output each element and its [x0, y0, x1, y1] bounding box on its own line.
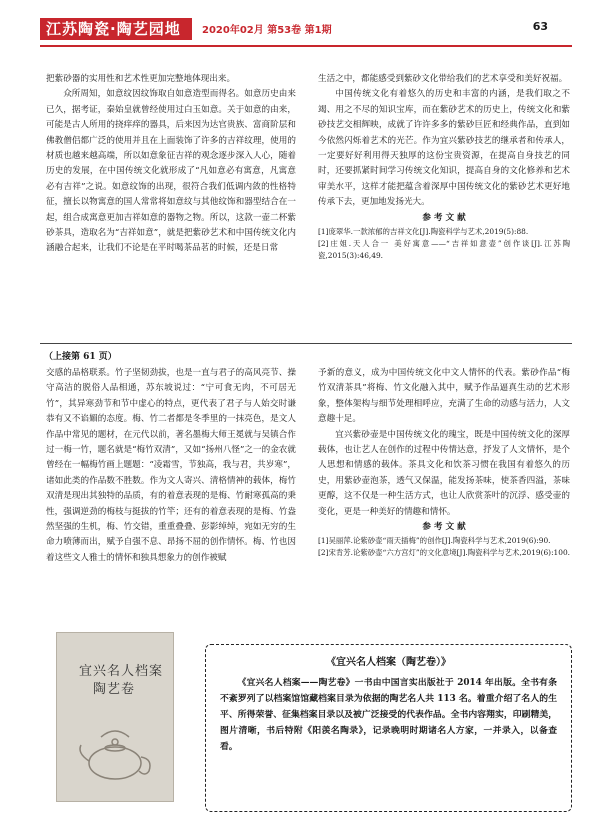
- page-number: 63: [532, 20, 548, 33]
- paragraph: 予新的意义，成为中国传统文化中文人情怀的代表。紫砂作品“梅竹双清茶具”将梅、竹文化融入其中，赋予作品逼真生动的艺术形象，整体架构与细节处理相呼应，充满了生命的动感与活力，人文意趣十足。: [318, 368, 570, 425]
- issue-info: 2020年02月 第53卷 第1期: [202, 25, 332, 36]
- continuation-note: （上接第 61 页）: [44, 352, 117, 362]
- book-info-box: [205, 644, 572, 812]
- references-heading: 参 考 文 献: [422, 522, 466, 533]
- reference-item: [1]吴丽萍.论紫砂壶“雨天插梅”的创作[J].陶瓷科学与艺术,2019(6):90.: [318, 536, 551, 546]
- book-cover-image: [56, 632, 174, 802]
- reference-item: [2]庄姐.天人合一 美好寓意——“吉祥如意壶”创作谈[J].江苏陶瓷,2015(3):46,49.: [318, 239, 570, 261]
- page-header: [0, 0, 612, 52]
- paragraph: 生活之中，都能感受到紫砂文化带给我们的艺术享受和美好祝福。: [318, 74, 568, 84]
- teapot-illustration: [75, 723, 155, 785]
- paragraph: 交感的品格联系。竹子坚韧劲拔，也是一直与君子的高风亮节、操守高洁的脱俗人品相通，苏东坡说过：“宁可食无肉，不可居无竹”，其异寒劲节和节中虚心的特点，更代表了君子与人始交时谦恭有又不谄媚的态度。梅、竹二者都是冬季里的一抹亮色，是文人作品中常见的题材，在元代以前，著名墨梅大师王冕就与吴镇合作过一梅一竹，题名就是“梅竹双清”，又如“扬州八怪”之一的金农就曾经在一幅梅竹画上题题：“凌霜雪，节独高，我与君，共岁寒”，诸如此类的作品数不胜数。作为文人寄兴、清格情神的载体，梅竹双清是现出其独特的品质，有的着意表现的是梅、竹耐寒孤高的秉性，强调逆劲的梅枝与挺拔的竹竿；还有的着意表现的是梅、竹盎然坚强的生机，梅、竹交错，重重叠叠、彭影绰绰，宛如无穷的生命力喷薄而出，赋予自强不息、昂扬不屈的创作情怀。梅、竹也因着这些文人雅士的情怀和独具想象力的创作被赋: [46, 368, 296, 563]
- book-info-body: 《宜兴名人档案——陶艺卷》一书由中国言实出版社于 2014 年出版。全书有条不紊罗列了以档案馆馆藏档案目录为依据的陶艺名人共 113 名。着重介绍了名人的生平、所得荣誉、征集档案目录以及被广泛接受的代表作品。全书内容翔实，印刷精美，图片清晰，书后特附《阳羡名陶录》，记录晚明时期诸名人方家，一并录入，以备查看。: [220, 678, 557, 752]
- bottom-right-column: [318, 366, 570, 559]
- section-divider: [40, 343, 572, 344]
- book-cover-title: 宜兴名人档案 陶艺卷: [79, 664, 164, 697]
- paragraph: 把紫砂器的实用性和艺术性更加完整地体现出来。: [46, 74, 236, 84]
- paragraph: 宜兴紫砂壶是中国传统文化的瑰宝，既是中国传统文化的深厚载体，也让艺人在创作的过程中传情达意，抒发了人文情怀，是个人思想和情感的载体。茶具文化和饮茶习惯在我国有着悠久的历史，用紫砂壶泡茶，透气又保温，能发扬茶味，使茶香四溢，茶味更醇，这不仅是一种生活方式，也让人欣赏茶叶的沉浮、感受壶的变化，更是一种美好的情趣和情怀。: [318, 429, 570, 517]
- reference-item: [2]宋肯芳.论紫砂壶“六方宫灯”的文化意境[J].陶瓷科学与艺术,2019(6):100.: [318, 548, 571, 558]
- reference-item: [1]庞翠华.一款浓郁的吉祥文化[J].陶瓷科学与艺术,2019(5):88.: [318, 227, 529, 237]
- top-right-column: [318, 72, 570, 262]
- book-info-title: 《宜兴名人档案（陶艺卷）》: [326, 657, 451, 668]
- journal-brand: 江苏陶瓷·陶艺园地: [40, 18, 192, 40]
- paragraph: 中国传统文化有着悠久的历史和丰富的内涵，是我们取之不竭、用之不尽的知识宝库，而在紫砂艺术的历史上，传统文化和紫砂技艺交相辉映，成就了许许多多的紫砂巨匠和经典作品，直到如今依然闪烁着艺术的光芒。作为宜兴紫砂技艺的继承者和传承人，一定要好好利用得天独厚的这份宝贵资源，在提高自身技艺的同时，还要抓紧时间学习传统文化知识，提高自身的文化修养和艺术审美水平，这样才能把蕴含着深厚中国传统文化的紫砂艺术更好地传承下去，更加地发扬光大。: [318, 89, 570, 208]
- paragraph: 众所周知，如意纹因纹饰取自如意造型而得名。如意历史由来已久，据考证，秦始皇就曾经使用过白玉如意。关于如意的由来，可能是古人所用的挠痒痒的器具，后来因为达官贵族、富商阶层和佛教僧侣都广泛的使用并且在上面装饰了许多的吉祥纹理，使用的材质也越来越高端，所以如意象征吉祥的观念逐步深入人心，随着历史的发展，在中国传统文化就形成了“凡如意必有寓意，凡寓意必有吉祥”之说。如意纹饰的出现，很符合我们低调内敛的性格特征，擅长以物寓意的国人常常将如意纹与其他纹饰和器型结合在一起，组合成寓意更加吉祥如意的器物之物。所以，这款一壶二杯紫砂茶具，造取名为“吉祥如意”，就是把紫砂艺术和中国传统文化内涵融合起来，让我们不论是在平时喝茶品茗的时候，还是日常: [46, 89, 296, 254]
- top-left-column: [46, 72, 296, 257]
- header-rule: [40, 45, 572, 47]
- references-heading: 参 考 文 献: [422, 212, 466, 223]
- bottom-left-column: [46, 366, 296, 566]
